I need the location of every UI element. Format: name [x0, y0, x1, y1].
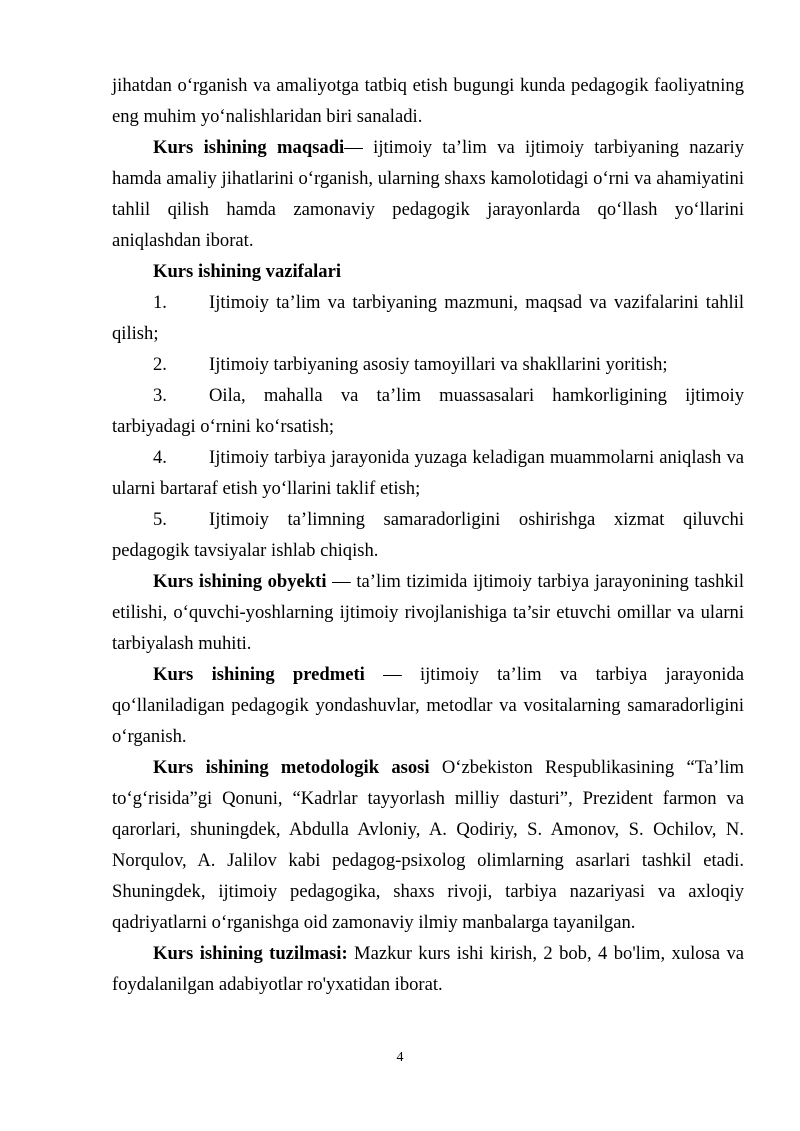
heading-methodology: Kurs ishining metodologik asosi	[153, 757, 430, 778]
heading-goal: Kurs ishining maqsadi	[153, 137, 345, 158]
list-item-number: 1.	[153, 292, 167, 313]
list-item-number: 5.	[153, 509, 167, 530]
paragraph-subject	[112, 659, 744, 752]
list-item-text: Ijtimoiy tarbiya jarayonida yuzaga keladigan muammolarni aniqlash va ularni bartaraf etish yo‘llarini taklif etish;	[112, 447, 744, 499]
heading-object: Kurs ishining obyekti	[153, 571, 327, 592]
page-number: 4	[396, 1050, 404, 1065]
list-item	[112, 504, 744, 566]
heading-subject: Kurs ishining predmeti	[153, 664, 365, 685]
list-item-number: 2.	[153, 354, 167, 375]
text-object: — ta’lim tizimida ijtimoiy tarbiya jarayonining tashkil etilishi, o‘quvchi-yoshlarning ijtimoiy rivojlanishiga ta’sir etuvchi omillar va ularni tarbiyalash muhiti.	[112, 571, 744, 654]
list-item-text: Ijtimoiy tarbiyaning asosiy tamoyillari va shakllarini yoritish;	[209, 354, 668, 375]
text-structure: Mazkur kurs ishi kirish, 2 bob, 4 bo'lim, xulosa va foydalanilgan adabiyotlar ro'yxatidan iborat.	[112, 943, 745, 995]
list-item-text: Ijtimoiy ta’limning samaradorligini oshirishga xizmat qiluvchi pedagogik tavsiyalar ishlab chiqish.	[112, 509, 744, 561]
heading-structure: Kurs ishining tuzilmasi:	[153, 943, 348, 964]
paragraph-structure	[112, 938, 744, 1000]
list-item-text: Ijtimoiy ta’lim va tarbiyaning mazmuni, maqsad va vazifalarini tahlil qilish;	[112, 292, 744, 344]
list-item-number: 3.	[153, 385, 167, 406]
list-item	[112, 442, 744, 504]
list-item-text: Oila, mahalla va ta’lim muassasalari hamkorligining ijtimoiy tarbiyadagi o‘rnini ko‘rsatish;	[112, 385, 744, 437]
text-goal: — ijtimoiy ta’lim va ijtimoiy tarbiyaning nazariy hamda amaliy jihatlarini o‘rganish, ularning shaxs kamolotidagi o‘rni va ahamiyatini tahlil qilish hamda zamonaviy pedagogik jarayonlarda qo‘llash yo‘llarini aniqlashdan iborat.	[112, 137, 745, 251]
heading-tasks: Kurs ishining vazifalari	[153, 261, 342, 282]
text-subject: — ijtimoiy ta’lim va tarbiya jarayonida qo‘llaniladigan pedagogik yondashuvlar, metodlar va vositalarning samaradorligini o‘rganish.	[112, 664, 745, 747]
paragraph-tasks-heading	[112, 256, 744, 287]
body-text	[112, 70, 744, 1000]
list-item	[112, 349, 744, 380]
list-item-number: 4.	[153, 447, 167, 468]
text-methodology: O‘zbekiston Respublikasining “Ta’lim to‘g‘risida”gi Qonuni, “Kadrlar tayyorlash milliy dasturi”, Prezident farmon va qarorlari, shuningdek, Abdulla Avloniy, A. Qodiriy, S. Amonov, S. Ochilov, N. Norqulov, A. Jalilov kabi pedagog-psixolog olimlarning asarlari tashkil etadi. Shuningdek, ijtimoiy pedagogika, shaxs rivoji, tarbiya nazariyasi va axloqiy qadriyatlarni o‘rganishga oid zamonaviy ilmiy manbalarga tayanilgan.	[112, 757, 744, 933]
list-item	[112, 380, 744, 442]
paragraph-goal	[112, 132, 744, 256]
paragraph-methodology	[112, 752, 744, 938]
paragraph-intro-continuation: jihatdan o‘rganish va amaliyotga tatbiq etish bugungi kunda pedagogik faoliyatning eng muhim yo‘nalishlaridan biri sanaladi.	[112, 75, 744, 127]
paragraph-object	[112, 566, 744, 659]
list-item	[112, 287, 744, 349]
